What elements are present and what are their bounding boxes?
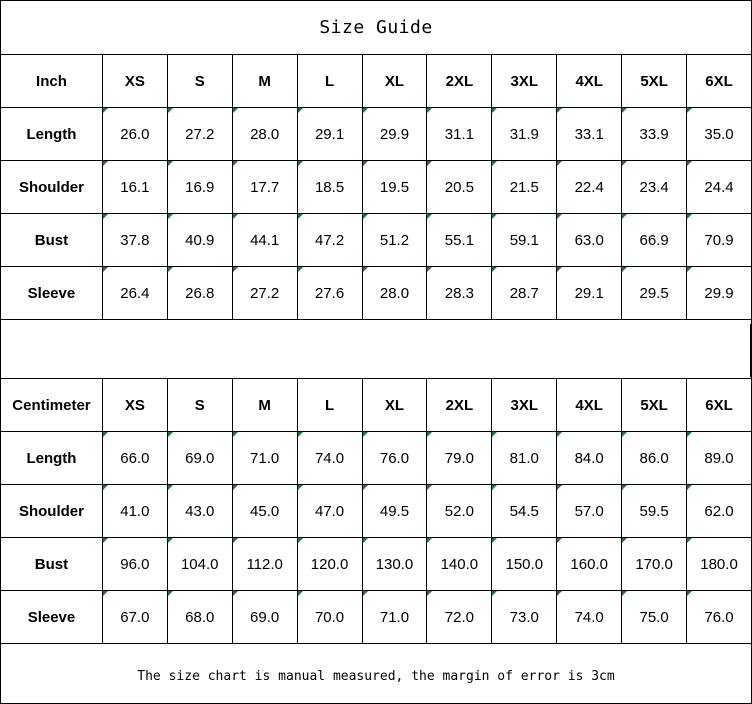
size-header: 5XL bbox=[622, 379, 687, 432]
size-header: M bbox=[232, 379, 297, 432]
size-header: L bbox=[297, 55, 362, 108]
table-row bbox=[1, 591, 752, 644]
measurement-value: 68.0 bbox=[167, 591, 232, 644]
size-header: 4XL bbox=[557, 55, 622, 108]
size-header: 2XL bbox=[427, 55, 492, 108]
inch-table-body bbox=[1, 55, 752, 320]
measurement-value: 84.0 bbox=[557, 432, 622, 485]
size-header: L bbox=[297, 379, 362, 432]
measurement-value: 70.9 bbox=[687, 214, 752, 267]
measurement-value: 52.0 bbox=[427, 485, 492, 538]
size-header: 3XL bbox=[492, 55, 557, 108]
size-header: XS bbox=[102, 379, 167, 432]
measurement-value: 49.5 bbox=[362, 485, 427, 538]
measurement-value: 73.0 bbox=[492, 591, 557, 644]
size-header: 2XL bbox=[427, 379, 492, 432]
measurement-value: 160.0 bbox=[557, 538, 622, 591]
measurement-value: 112.0 bbox=[232, 538, 297, 591]
measurement-value: 69.0 bbox=[167, 432, 232, 485]
size-header: 4XL bbox=[557, 379, 622, 432]
measurement-value: 47.0 bbox=[297, 485, 362, 538]
measurement-value: 27.2 bbox=[167, 108, 232, 161]
table-spacer bbox=[0, 324, 751, 377]
measurement-value: 70.0 bbox=[297, 591, 362, 644]
measurement-value: 45.0 bbox=[232, 485, 297, 538]
measurement-value: 74.0 bbox=[557, 591, 622, 644]
measurement-label: Bust bbox=[1, 214, 103, 267]
size-header: 6XL bbox=[687, 379, 752, 432]
measurement-value: 75.0 bbox=[622, 591, 687, 644]
header-row bbox=[1, 379, 752, 432]
measurement-value: 26.8 bbox=[167, 267, 232, 320]
measurement-value: 66.9 bbox=[622, 214, 687, 267]
measurement-value: 54.5 bbox=[492, 485, 557, 538]
measurement-value: 51.2 bbox=[362, 214, 427, 267]
table-row bbox=[1, 538, 752, 591]
measurement-value: 180.0 bbox=[687, 538, 752, 591]
measurement-value: 86.0 bbox=[622, 432, 687, 485]
measurement-label: Sleeve bbox=[1, 591, 103, 644]
measurement-value: 69.0 bbox=[232, 591, 297, 644]
measurement-value: 62.0 bbox=[687, 485, 752, 538]
measurement-label: Shoulder bbox=[1, 161, 103, 214]
measurement-value: 140.0 bbox=[427, 538, 492, 591]
measurement-value: 79.0 bbox=[427, 432, 492, 485]
measurement-value: 28.7 bbox=[492, 267, 557, 320]
measurement-value: 35.0 bbox=[687, 108, 752, 161]
unit-header: Centimeter bbox=[1, 379, 103, 432]
measurement-value: 130.0 bbox=[362, 538, 427, 591]
measurement-value: 24.4 bbox=[687, 161, 752, 214]
page-title: Size Guide bbox=[319, 17, 433, 38]
measurement-value: 41.0 bbox=[102, 485, 167, 538]
measurement-value: 96.0 bbox=[102, 538, 167, 591]
measurement-value: 23.4 bbox=[622, 161, 687, 214]
measurement-value: 55.1 bbox=[427, 214, 492, 267]
measurement-value: 43.0 bbox=[167, 485, 232, 538]
measurement-value: 26.4 bbox=[102, 267, 167, 320]
size-header: XS bbox=[102, 55, 167, 108]
size-header: 3XL bbox=[492, 379, 557, 432]
unit-header: Inch bbox=[1, 55, 103, 108]
measurement-value: 17.7 bbox=[232, 161, 297, 214]
measurement-value: 19.5 bbox=[362, 161, 427, 214]
measurement-value: 26.0 bbox=[102, 108, 167, 161]
inch-size-table bbox=[0, 54, 752, 320]
measurement-value: 67.0 bbox=[102, 591, 167, 644]
measurement-value: 27.2 bbox=[232, 267, 297, 320]
measurement-value: 150.0 bbox=[492, 538, 557, 591]
table-row bbox=[1, 267, 752, 320]
size-header: S bbox=[167, 55, 232, 108]
measurement-value: 89.0 bbox=[687, 432, 752, 485]
measurement-value: 27.6 bbox=[297, 267, 362, 320]
measurement-value: 37.8 bbox=[102, 214, 167, 267]
table-row bbox=[1, 214, 752, 267]
measurement-value: 20.5 bbox=[427, 161, 492, 214]
measurement-value: 71.0 bbox=[362, 591, 427, 644]
measurement-value: 33.1 bbox=[557, 108, 622, 161]
measurement-note: The size chart is manual measured, the margin of error is 3cm bbox=[137, 669, 615, 684]
measurement-value: 16.9 bbox=[167, 161, 232, 214]
measurement-value: 28.0 bbox=[232, 108, 297, 161]
table-row bbox=[1, 485, 752, 538]
measurement-value: 40.9 bbox=[167, 214, 232, 267]
measurement-value: 29.1 bbox=[297, 108, 362, 161]
measurement-value: 44.1 bbox=[232, 214, 297, 267]
measurement-value: 33.9 bbox=[622, 108, 687, 161]
measurement-value: 81.0 bbox=[492, 432, 557, 485]
measurement-value: 18.5 bbox=[297, 161, 362, 214]
table-row bbox=[1, 108, 752, 161]
measurement-value: 22.4 bbox=[557, 161, 622, 214]
measurement-value: 59.1 bbox=[492, 214, 557, 267]
measurement-value: 63.0 bbox=[557, 214, 622, 267]
size-header: 6XL bbox=[687, 55, 752, 108]
table-row bbox=[1, 161, 752, 214]
measurement-value: 31.9 bbox=[492, 108, 557, 161]
measurement-value: 76.0 bbox=[687, 591, 752, 644]
size-header: XL bbox=[362, 379, 427, 432]
size-header: XL bbox=[362, 55, 427, 108]
measurement-label: Shoulder bbox=[1, 485, 103, 538]
measurement-value: 31.1 bbox=[427, 108, 492, 161]
measurement-value: 29.5 bbox=[622, 267, 687, 320]
table-row bbox=[1, 432, 752, 485]
measurement-value: 29.1 bbox=[557, 267, 622, 320]
cm-table-body bbox=[1, 379, 752, 644]
centimeter-size-table bbox=[0, 378, 752, 644]
measurement-value: 71.0 bbox=[232, 432, 297, 485]
size-header: 5XL bbox=[622, 55, 687, 108]
measurement-value: 29.9 bbox=[362, 108, 427, 161]
measurement-value: 16.1 bbox=[102, 161, 167, 214]
size-header: M bbox=[232, 55, 297, 108]
measurement-value: 120.0 bbox=[297, 538, 362, 591]
measurement-value: 104.0 bbox=[167, 538, 232, 591]
measurement-value: 28.3 bbox=[427, 267, 492, 320]
measurement-label: Bust bbox=[1, 538, 103, 591]
header-row bbox=[1, 55, 752, 108]
measurement-value: 57.0 bbox=[557, 485, 622, 538]
size-header: S bbox=[167, 379, 232, 432]
measurement-value: 76.0 bbox=[362, 432, 427, 485]
measurement-value: 66.0 bbox=[102, 432, 167, 485]
measurement-value: 170.0 bbox=[622, 538, 687, 591]
measurement-value: 74.0 bbox=[297, 432, 362, 485]
measurement-value: 59.5 bbox=[622, 485, 687, 538]
measurement-value: 29.9 bbox=[687, 267, 752, 320]
measurement-label: Length bbox=[1, 432, 103, 485]
measurement-value: 21.5 bbox=[492, 161, 557, 214]
measurement-label: Sleeve bbox=[1, 267, 103, 320]
measurement-value: 72.0 bbox=[427, 591, 492, 644]
measurement-value: 28.0 bbox=[362, 267, 427, 320]
measurement-label: Length bbox=[1, 108, 103, 161]
measurement-value: 47.2 bbox=[297, 214, 362, 267]
